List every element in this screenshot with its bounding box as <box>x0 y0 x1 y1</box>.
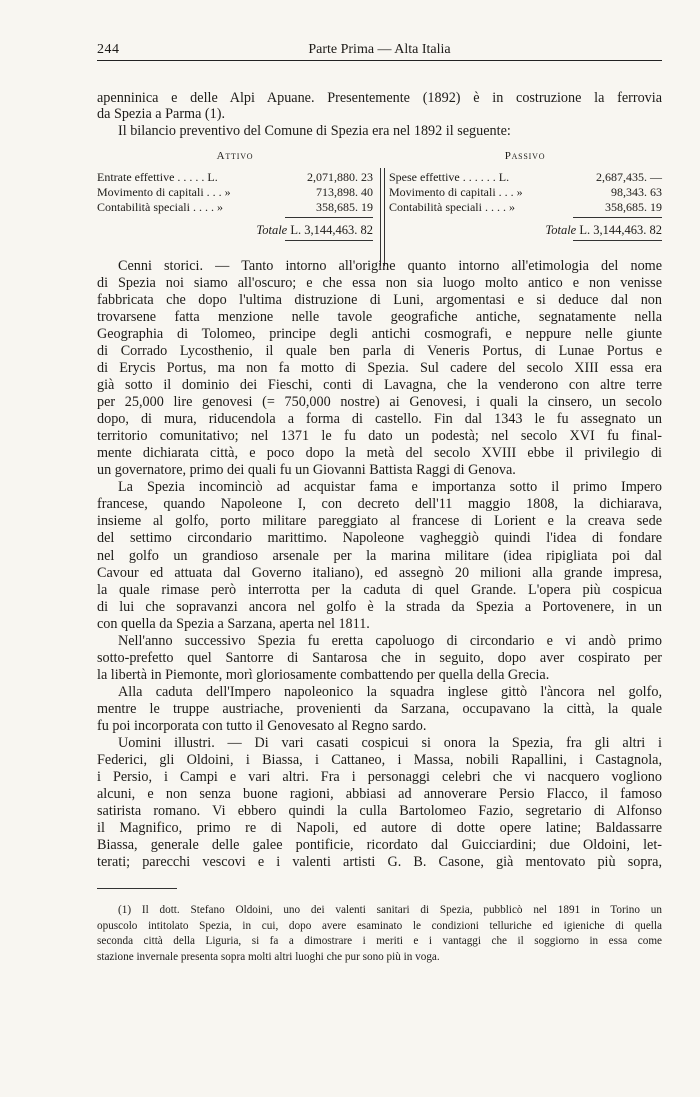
text-line: Geographia di Tolomeo, principe degli antichi cosmografi, e neppure nelle giunte <box>97 326 662 343</box>
sum-rule <box>285 240 373 241</box>
text-line: insieme al golfo, porto militare pareggiato al francese di Lorient e la creava sede <box>97 513 662 530</box>
text-line: fu poi incorporata con tutto il Genovesato al Regno sardo. <box>97 717 427 734</box>
text-line: la quale rimase però interrotta per la caduta di quel Grande. L'opera più cospicua <box>97 581 662 598</box>
total-label: Totale <box>545 223 577 237</box>
total-label: Totale <box>256 223 288 237</box>
footnote-line: stazione invernale presenta sopra molti altri luoghi che pur sono più in voga. <box>97 950 440 963</box>
sum-rule <box>573 240 662 241</box>
text-line: di Spezia noi siamo all'oscuro; e che essa non sia luogo molto antico e non venisse <box>97 275 662 292</box>
text-line: il Magnifico, primo re di Napoli, ed autore di dotte opere latine; Baldassarre <box>97 819 662 836</box>
text-line: Uomini illustri. — Di vari casati cospicui si onora la Spezia, fra gli altri i <box>118 734 662 751</box>
text-line: dopo, di mura, riducendola a forma di castello. Fin dal 1343 le fu assegnato un <box>97 411 662 428</box>
text-line: di Corrado Lycosthenio, il quale ben parla di Veneris Portus, di Lunae Portus e <box>97 343 662 360</box>
sum-rule <box>285 217 373 218</box>
total-value: L. 3,144,463. 82 <box>290 223 373 237</box>
text-line: con quella da Spezia a Sarzana, aperta nel 1811. <box>97 615 370 632</box>
table-divider <box>384 168 385 266</box>
text-line: mente dichiarata città, e poco dopo la metà del secolo XVIII ebbe il privilegio di <box>97 445 662 462</box>
text-line: Federici, gli Oldoini, i Biassa, i Cattaneo, i Massa, nobili Rapallini, i Castagnola, <box>97 751 662 768</box>
text-line: terati; parecchi vescovi e i valenti artisti G. B. Casone, già mentovato più sopra, <box>97 854 662 871</box>
attivo-heading: Attivo <box>216 150 254 162</box>
text-line: Cenni storici. — Tanto intorno all'origine quanto intorno all'etimologia del nome <box>118 258 662 274</box>
text-line: Alla caduta dell'Impero napoleonico la squadra inglese gittò l'àncora nel golfo, <box>118 683 662 700</box>
text-line: un governatore, primo dei quali fu un Giovanni Battista Raggi di Genova. <box>97 462 516 479</box>
running-header <box>97 38 662 61</box>
text-line: La Spezia incominciò ad acquistar fama e importanza sotto il primo Impero <box>118 479 662 496</box>
attivo-total <box>200 223 373 238</box>
text-line: alcuni, e non senza buone ragioni, abbiasi ad annoverare Persio Flacco, il famoso <box>97 785 662 802</box>
footnote-line: seconda città della Liguria, si fa a dimostrare i meriti e i vantaggi che il soggiorno in essa come <box>97 935 662 947</box>
row-value: 358,685. 19 <box>316 200 373 214</box>
text-line: già sotto il dominio dei Fieschi, conti di Lavagna, che la venderono con altre terre <box>97 377 662 394</box>
row-value: 98,343. 63 <box>611 185 662 199</box>
text-line: sotto-prefetto quel Santorre di Santarosa che in seguito, dopo aver cospirato per <box>97 649 662 666</box>
text-line: territorio comunitativo; nel 1371 le fu dato un podestà; nel secolo XVI fu final- <box>97 428 662 445</box>
text-line: fabbricata che dopo l'ultima distruzione di Luni, argomentasi e si deduce dal non <box>97 292 662 309</box>
text-line: di Erycis Portus, ma non fa motto di Spezia. Sul cadere del secolo XIII essa era <box>97 360 662 377</box>
row-label: Contabilità speciali . . . . » <box>97 200 223 214</box>
row-label: Movimento di capitali . . . » <box>389 185 523 199</box>
text-line: trovarsene fatta menzione nelle tavole geografiche antiche, segnatamente nella <box>97 309 662 326</box>
row-value: 2,071,880. 23 <box>307 170 373 184</box>
text-line: francese, quando Napoleone I, con decreto dell'11 maggio 1808, la dichiarava, <box>97 496 662 513</box>
text-line: del settimo circondario marittimo. Napoleone vagheggiò quindi l'idea di fondare <box>97 530 662 547</box>
passivo-total <box>489 223 662 238</box>
text-line: di lui che sopravanzi ancora nel golfo è la strada da Spezia a Portovenere, in un <box>97 598 662 615</box>
passivo-heading: Passivo <box>504 150 546 162</box>
row-value: 713,898. 40 <box>316 185 373 199</box>
text-line: la libertà in Piemonte, morì gloriosamente combattendo per quella della Grecia. <box>97 666 550 683</box>
footnote-line: opuscolo intitolato Spezia, in cui, dopo avere esaminato le condizioni telluriche ed igieniche di quella <box>97 919 662 932</box>
page-number: 244 <box>97 42 120 57</box>
row-value: 2,687,435. — <box>596 170 662 184</box>
text-line: Cavour ed attuata dal Governo italiano), ed assegnò 20 milioni alla grande impresa, <box>97 564 662 581</box>
running-title: Parte Prima — Alta Italia <box>308 42 451 57</box>
sum-rule <box>573 217 662 218</box>
text-line: satirista romano. Vi ebbero quindi la culla Bartolomeo Fazio, segretario di Alfonso <box>97 802 662 819</box>
footnote-line: (1) Il dott. Stefano Oldoini, uno dei valenti sanitari di Spezia, pubblicò nel 1891 in Torino un <box>118 904 662 916</box>
intro-line: Il bilancio preventivo del Comune di Spezia era nel 1892 il seguente: <box>118 123 511 139</box>
intro-line: da Spezia a Parma (1). <box>97 106 226 122</box>
text-line: Biassa, generale delle galee pontificie, ricordato dal Guicciardini; due Oldoini, let- <box>97 837 662 854</box>
row-label: Movimento di capitali . . . » <box>97 185 231 199</box>
text-line: nel golfo un grandioso arsenale per la marina militare (idea ripigliata poi dal <box>97 547 662 564</box>
table-divider <box>380 168 381 266</box>
row-label: Spese effettive . . . . . . L. <box>389 170 510 184</box>
row-value: 358,685. 19 <box>605 200 662 214</box>
text-line: i Persio, i Campi e vari altri. Fra i personaggi celebri che vi nacquero vogliono <box>97 768 662 785</box>
row-label: Contabilità speciali . . . . » <box>389 200 515 214</box>
footnote-rule <box>97 888 177 889</box>
row-label: Entrate effettive . . . . . L. <box>97 170 218 184</box>
text-line: Nell'anno successivo Spezia fu eretta capoluogo di circondario e vi andò primo <box>118 632 662 649</box>
intro-line: apenninica e delle Alpi Apuane. Presentemente (1892) è in costruzione la ferrovia <box>97 90 662 106</box>
total-value: L. 3,144,463. 82 <box>579 223 662 237</box>
text-line: per 25,000 lire genovesi (= 750,000 nostre) ai Genovesi, i quali la cinsero, un secolo <box>97 394 662 411</box>
text-line: mentre le truppe austriache, provenienti da Sarzana, occupavano la città, la quale <box>97 700 662 717</box>
